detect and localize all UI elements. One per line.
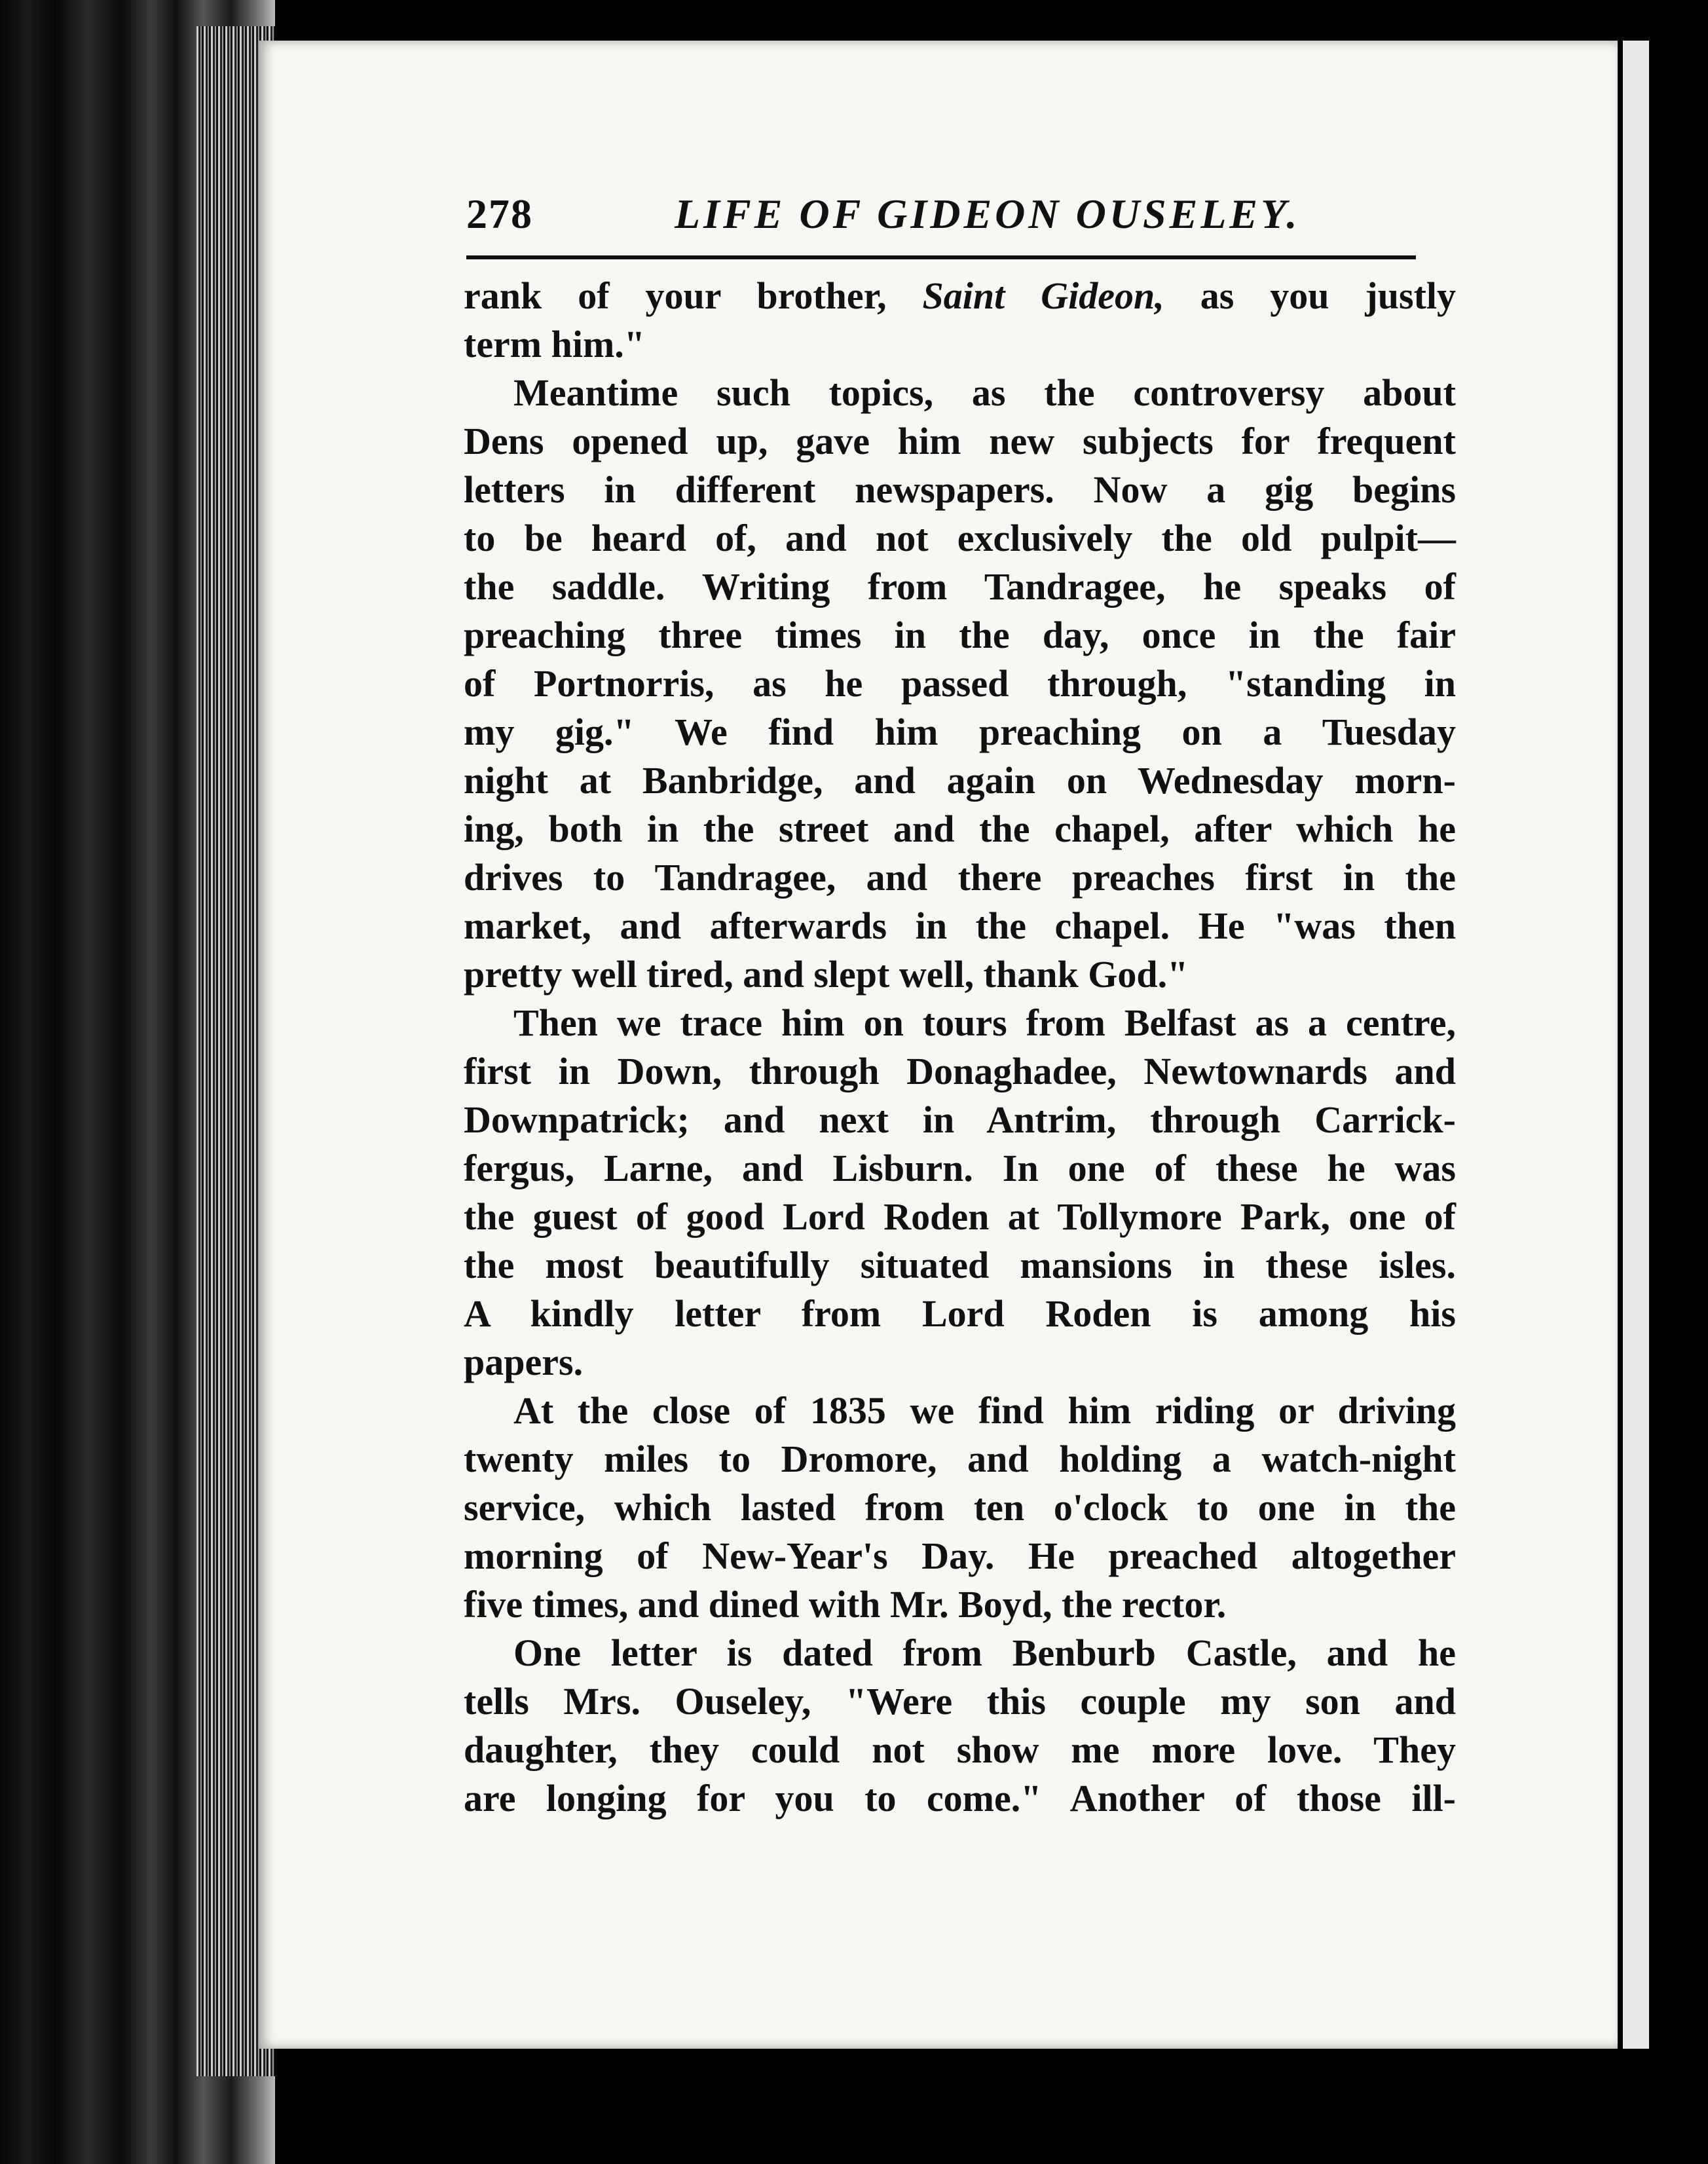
text-run: fergus, Larne, and Lisburn. In one of these he was xyxy=(464,1147,1456,1189)
text-run: my gig." We find him preaching on a Tuesday xyxy=(464,711,1456,753)
text-run: rank of your brother, xyxy=(464,274,923,317)
text-line xyxy=(464,1483,1456,1532)
body-text xyxy=(464,272,1456,1823)
text-run: market, and afterwards in the chapel. He "was then xyxy=(464,905,1456,947)
text-line xyxy=(464,1580,1456,1629)
page-number: 278 xyxy=(466,191,533,237)
text-run: Then we trace him on tours from Belfast as a centre, xyxy=(513,1001,1456,1044)
text-line xyxy=(464,272,1456,320)
text-line xyxy=(464,999,1456,1047)
text-line xyxy=(464,1096,1456,1144)
text-run: A kindly letter from Lord Roden is among his xyxy=(464,1292,1456,1335)
text-line xyxy=(464,1387,1456,1435)
text-run: are longing for you to come." Another of those ill- xyxy=(464,1777,1456,1819)
text-run: Downpatrick; and next in Antrim, through Carrick- xyxy=(464,1098,1456,1141)
paragraph xyxy=(464,272,1456,369)
text-run: papers. xyxy=(464,1341,584,1383)
text-run: One letter is dated from Benburb Castle, and he xyxy=(513,1632,1456,1674)
header-rule xyxy=(466,255,1416,259)
text-line xyxy=(464,902,1456,950)
text-line xyxy=(464,1677,1456,1726)
text-line xyxy=(464,1532,1456,1580)
text-run: drives to Tandragee, and there preaches first in the xyxy=(464,856,1456,899)
text-line xyxy=(464,756,1456,805)
text-run: Dens opened up, gave him new subjects for frequent xyxy=(464,420,1456,462)
facing-page-edge xyxy=(1623,41,1649,2049)
text-line xyxy=(464,1435,1456,1483)
text-run: the most beautifully situated mansions in these isles. xyxy=(464,1244,1456,1286)
text-line xyxy=(464,1144,1456,1193)
text-run: term him." xyxy=(464,323,646,365)
page-header xyxy=(466,190,1436,249)
text-line xyxy=(464,1047,1456,1096)
text-run: morning of New-Year's Day. He preached altogether xyxy=(464,1535,1456,1577)
paragraph xyxy=(464,369,1456,999)
text-line xyxy=(464,1629,1456,1677)
text-run: as you justly xyxy=(1164,274,1456,317)
text-line xyxy=(464,466,1456,514)
text-run: first in Down, through Donaghadee, Newtownards and xyxy=(464,1050,1456,1092)
text-line xyxy=(464,563,1456,611)
text-line xyxy=(464,417,1456,466)
text-line xyxy=(464,660,1456,708)
text-run: daughter, they could not show me more love. They xyxy=(464,1728,1456,1771)
text-line xyxy=(464,1338,1456,1387)
text-run: the guest of good Lord Roden at Tollymore Park, one of xyxy=(464,1195,1456,1238)
paragraph xyxy=(464,1629,1456,1823)
text-line xyxy=(464,950,1456,999)
italic-text: Saint Gideon, xyxy=(922,274,1164,317)
text-run: Meantime such topics, as the controversy about xyxy=(513,371,1456,414)
text-run: night at Banbridge, and again on Wednesday morn- xyxy=(464,759,1456,802)
running-title: LIFE OF GIDEON OUSELEY. xyxy=(675,191,1301,237)
text-line xyxy=(464,369,1456,417)
text-run: to be heard of, and not exclusively the old pulpit— xyxy=(464,517,1456,559)
text-line xyxy=(464,1290,1456,1338)
paragraph xyxy=(464,999,1456,1387)
text-line xyxy=(464,1241,1456,1290)
text-run: ing, both in the street and the chapel, after which he xyxy=(464,808,1456,850)
text-line xyxy=(464,853,1456,902)
text-line xyxy=(464,320,1456,369)
text-run: twenty miles to Dromore, and holding a watch-night xyxy=(464,1438,1456,1480)
text-run: service, which lasted from ten o'clock to one in the xyxy=(464,1486,1456,1529)
text-line xyxy=(464,1193,1456,1241)
text-run: the saddle. Writing from Tandragee, he speaks of xyxy=(464,565,1456,608)
text-run: of Portnorris, as he passed through, "standing in xyxy=(464,662,1456,705)
text-line xyxy=(464,514,1456,563)
text-line xyxy=(464,1726,1456,1774)
text-run: five times, and dined with Mr. Boyd, the rector. xyxy=(464,1583,1227,1626)
text-line xyxy=(464,708,1456,756)
text-line xyxy=(464,805,1456,853)
paragraph xyxy=(464,1387,1456,1629)
text-run: tells Mrs. Ouseley, "Were this couple my son and xyxy=(464,1680,1456,1723)
text-line xyxy=(464,611,1456,660)
text-run: preaching three times in the day, once in the fair xyxy=(464,614,1456,656)
text-line xyxy=(464,1774,1456,1823)
text-run: letters in different newspapers. Now a gig begins xyxy=(464,468,1456,511)
text-run: At the close of 1835 we find him riding or driving xyxy=(513,1389,1456,1432)
text-run: pretty well tired, and slept well, thank God." xyxy=(464,953,1189,996)
